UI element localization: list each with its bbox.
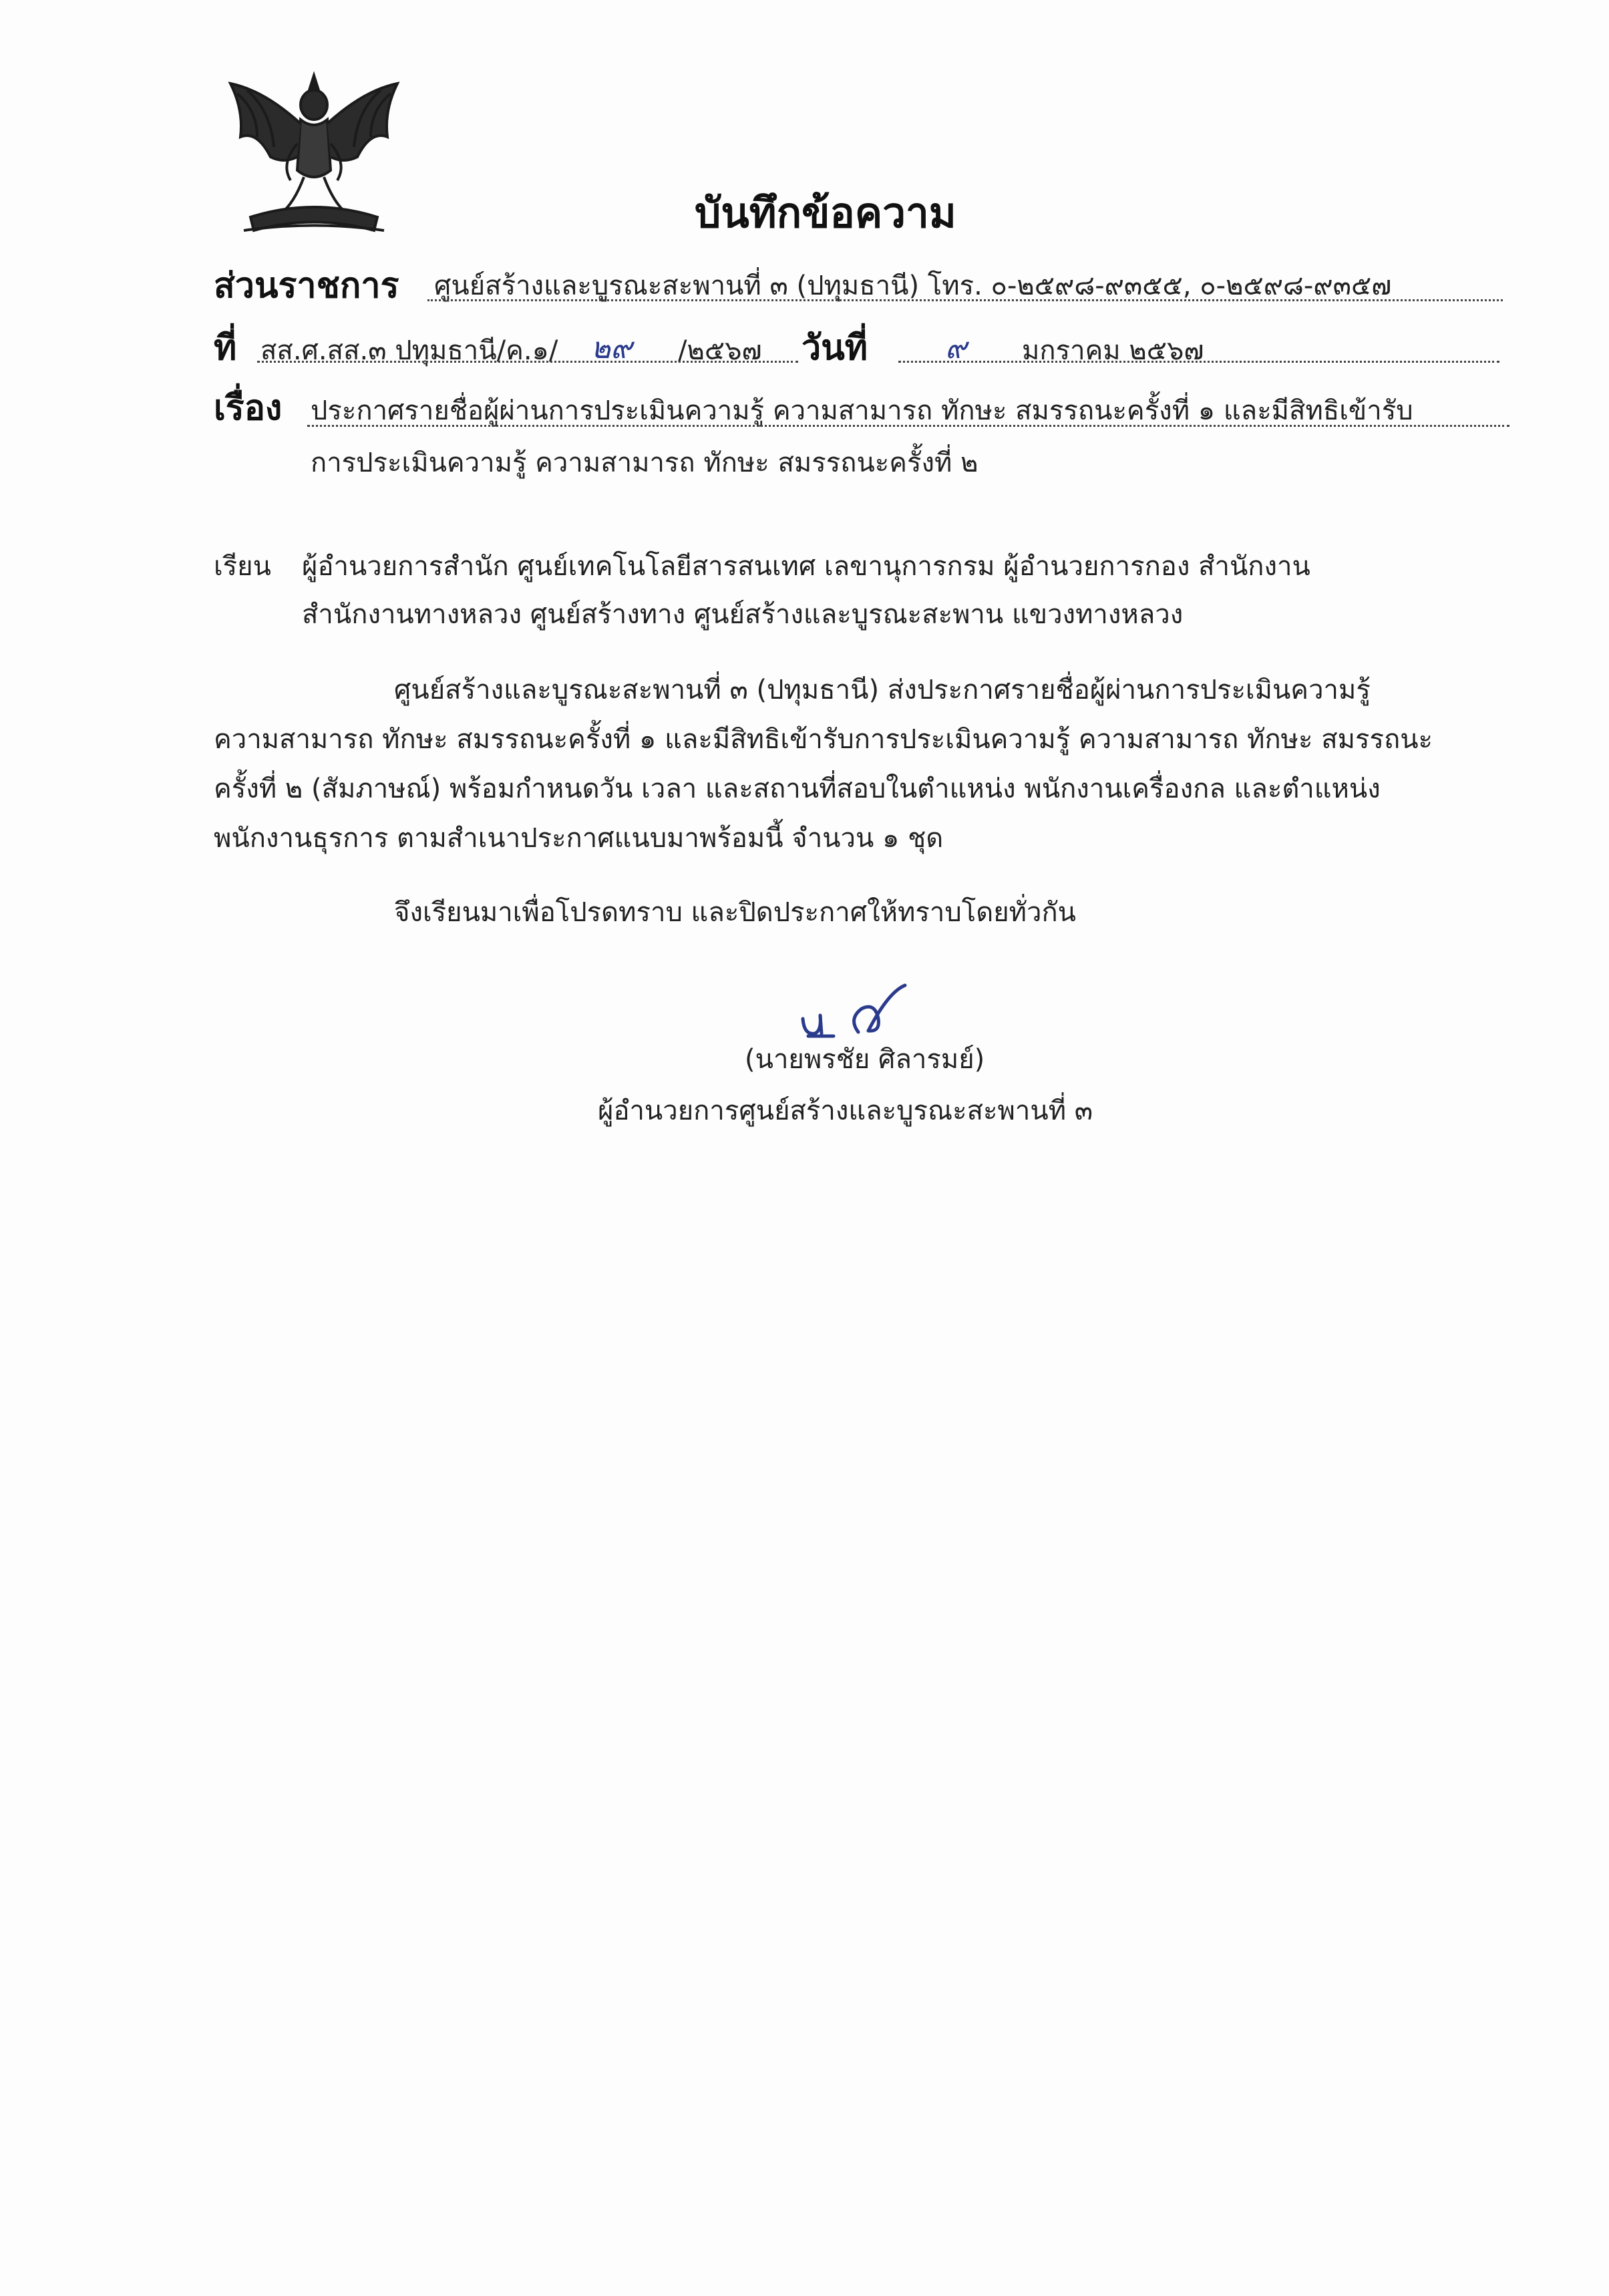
ref-year: /๒๕๖๗ <box>678 335 762 366</box>
signatory-position: ผู้อำนวยการศูนย์สร้างและบูรณะสะพานที่ ๓ <box>598 1096 1093 1126</box>
agency-dotline <box>427 299 1503 301</box>
subject-line-2: การประเมินความรู้ ความสามารถ ทักษะ สมรรถนะครั้งที่ ๒ <box>311 448 978 478</box>
ref-number-handwritten: ๒๙ <box>591 331 633 365</box>
ref-dotline <box>257 361 798 363</box>
handwritten-signature <box>795 972 928 1045</box>
body-paragraph-line-3: ครั้งที่ ๒ (สัมภาษณ์) พร้อมกำหนดวัน เวลา และสถานที่สอบในตำแหน่ง พนักงานเครื่องกล และตำแหน่ง <box>214 774 1381 804</box>
subject-dotline <box>307 425 1509 427</box>
salutation-line-1: ผู้อำนวยการสำนัก ศูนย์เทคโนโลยีสารสนเทศ เลขานุการกรม ผู้อำนวยการกอง สำนักงาน <box>302 551 1310 582</box>
date-month-year: มกราคม ๒๕๖๗ <box>1022 335 1204 366</box>
salutation-label: เรียน <box>214 551 271 582</box>
agency-value: ศูนย์สร้างและบูรณะสะพานที่ ๓ (ปทุมธานี) โทร. ๐-๒๕๙๘-๙๓๕๕, ๐-๒๕๙๘-๙๓๕๗ <box>434 271 1392 301</box>
date-day-handwritten: ๙ <box>945 331 967 365</box>
salutation-line-2: สำนักงานทางหลวง ศูนย์สร้างทาง ศูนย์สร้างและบูรณะสะพาน แขวงทางหลวง <box>302 599 1184 630</box>
agency-label: ส่วนราชการ <box>214 266 399 306</box>
memo-title: บันทึกข้อความ <box>695 188 956 237</box>
date-dotline <box>898 361 1499 363</box>
subject-label: เรื่อง <box>214 388 283 428</box>
body-paragraph-line-2: ความสามารถ ทักษะ สมรรถนะครั้งที่ ๑ และมีสิทธิเข้ารับการประเมินความรู้ ความสามารถ ทักษะ สมรรถนะ <box>214 724 1433 755</box>
subject-line-1: ประกาศรายชื่อผู้ผ่านการประเมินความรู้ ความสามารถ ทักษะ สมรรถนะครั้งที่ ๑ และมีสิทธิเข้ารับ <box>311 395 1413 426</box>
body-paragraph-line-1: ศูนย์สร้างและบูรณะสะพานที่ ๓ (ปทุมธานี) ส่งประกาศรายชื่อผู้ผ่านการประเมินความรู้ <box>394 675 1371 705</box>
ref-label: ที่ <box>214 328 237 368</box>
garuda-emblem-icon <box>217 63 411 244</box>
signatory-name: (นายพรชัย ศิลารมย์) <box>745 1044 985 1075</box>
body-paragraph-line-4: พนักงานธุรการ ตามสำเนาประกาศแนบมาพร้อมนี้ จำนวน ๑ ชุด <box>214 823 944 854</box>
ref-prefix: สส.ศ.สส.๓ ปทุมธานี/ค.๑/ <box>260 335 558 366</box>
closing-paragraph: จึงเรียนมาเพื่อโปรดทราบ และปิดประกาศให้ทราบโดยทั่วกัน <box>394 897 1077 928</box>
date-label: วันที่ <box>801 328 868 368</box>
